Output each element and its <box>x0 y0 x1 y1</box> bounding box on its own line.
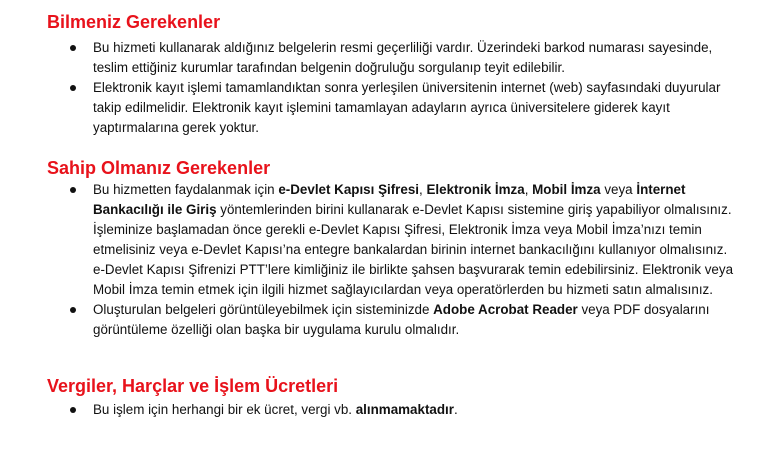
bullet-icon <box>70 187 76 193</box>
item-text: Bu hizmeti kullanarak aldığınız belgelerin resmi geçerliliği vardır. Üzerindeki barkod numarası sayesinde, teslim ettiğiniz kurumlar tarafından belgenin doğruluğu sorgulanıp teyit edilebilir. <box>93 40 713 75</box>
item-text-run: Bu hizmetten faydalanmak için <box>93 182 279 197</box>
bullet-icon <box>70 45 76 51</box>
list-item <box>0 38 780 78</box>
item-text-run: veya PDF dosyalarını görüntüleme özelliği olan başka bir uygulama kurulu olmalıdır. <box>93 302 710 337</box>
section-title-vergiler-harclar: Vergiler, Harçlar ve İşlem Ücretleri <box>47 376 339 396</box>
bullet-icon <box>70 307 76 313</box>
list-item <box>0 400 780 420</box>
item-text-run-bold: Elektronik İmza <box>426 182 525 197</box>
item-text-run-bold: e-Devlet Kapısı Şifresi <box>278 182 420 197</box>
section-title-sahip-olmaniz-gerekenler: Sahip Olmanız Gerekenler <box>47 158 271 178</box>
item-text-run: Bu işlem için herhangi bir ek ücret, vergi vb. <box>93 402 356 417</box>
bullet-icon <box>70 407 76 413</box>
bullet-icon <box>70 85 76 91</box>
bullet-list-sahip-olmaniz-gerekenler <box>0 180 780 340</box>
item-text-run: yöntemlerinden birini kullanarak e-Devlet Kapısı sistemine giriş yapabiliyor olmalısınız. İşleminize başlamadan önce gerekli e-Devlet Kapısı Şifresi, Elektronik İmza veya Mobil İmza’nızı temin etmelisiniz veya e-Devlet Kapısı’na entegre bankalardan birinin internet bankacılığını kullanıyor olmalısınız. e-Devlet Kapısı Şifrenizi PTT’lere kimliğiniz ile birlikte şahsen başvurarak temin edebilirsiniz. Elektronik veya Mobil İmza temin etmek için ilgili hizmet sağlayıcılardan veya operatörlerden bu hizmeti satın almalısınız. <box>93 202 734 297</box>
section-title-bilmeniz-gerekenler: Bilmeniz Gerekenler <box>47 12 221 32</box>
item-text-run: , <box>524 182 533 197</box>
item-text-run: veya <box>600 182 637 197</box>
list-item <box>0 180 780 300</box>
item-text-run: Oluşturulan belgeleri görüntüleyebilmek için sisteminizde <box>93 302 434 317</box>
item-text-run-bold: İnternet Bankacılığı ile Giriş <box>93 182 686 217</box>
item-text-run-bold: Adobe Acrobat Reader <box>433 302 578 317</box>
item-text: Elektronik kayıt işlemi tamamlandıktan sonra yerleşilen üniversitenin internet (web) sayfasındaki duyurular takip edilmelidir. Elektronik kayıt işlemini tamamlayan adayların ayrıca üniversitelere giderek kayıt yaptırmalarına gerek yoktur. <box>93 80 721 135</box>
item-text-run: . <box>453 402 458 417</box>
list-item <box>0 300 780 340</box>
item-text-run-bold: Mobil İmza <box>532 182 601 197</box>
item-text-run-bold: alınmamaktadır <box>355 402 454 417</box>
bullet-list-vergiler-harclar <box>0 400 780 420</box>
list-item <box>0 78 780 138</box>
item-text-run: , <box>419 182 427 197</box>
bullet-list-bilmeniz-gerekenler <box>0 38 780 138</box>
